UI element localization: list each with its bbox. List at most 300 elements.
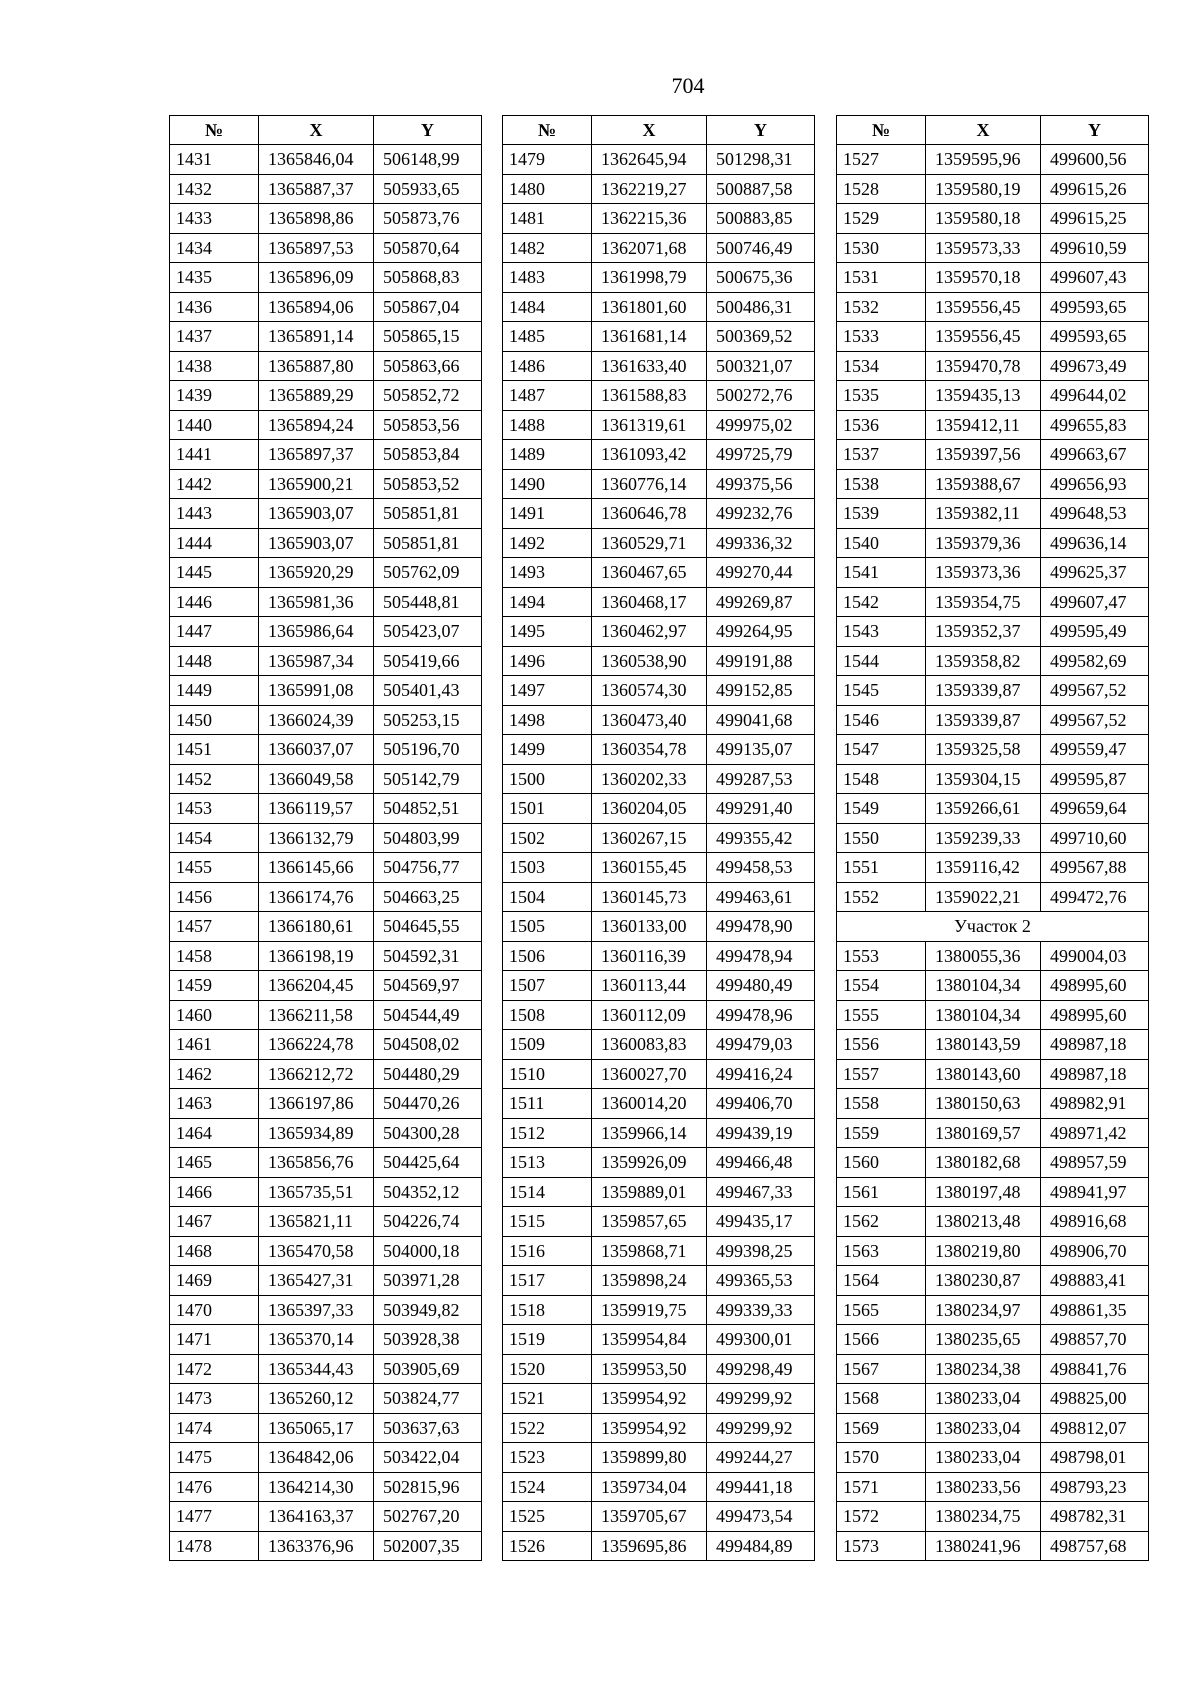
table-row	[837, 1472, 1149, 1502]
point-number-cell: 1521	[503, 1384, 592, 1414]
point-number-cell: 1449	[170, 676, 259, 706]
table-row	[503, 764, 815, 794]
point-number-cell: 1570	[837, 1443, 926, 1473]
table-row	[170, 823, 482, 853]
point-number-cell: 1455	[170, 853, 259, 883]
y-coordinate-cell: 505762,09	[374, 558, 482, 588]
x-coordinate-cell: 1359339,87	[926, 676, 1041, 706]
table-row	[170, 145, 482, 175]
point-number-cell: 1486	[503, 351, 592, 381]
y-coordinate-cell: 499004,03	[1041, 941, 1149, 971]
point-number-cell: 1522	[503, 1413, 592, 1443]
y-coordinate-cell: 503928,38	[374, 1325, 482, 1355]
y-coordinate-cell: 499336,32	[707, 528, 815, 558]
x-coordinate-cell: 1360574,30	[592, 676, 707, 706]
point-number-cell: 1492	[503, 528, 592, 558]
x-coordinate-cell: 1365896,09	[259, 263, 374, 293]
table-row	[170, 1000, 482, 1030]
x-coordinate-cell: 1361588,83	[592, 381, 707, 411]
point-number-cell: 1534	[837, 351, 926, 381]
y-coordinate-cell: 499725,79	[707, 440, 815, 470]
x-coordinate-cell: 1359304,15	[926, 764, 1041, 794]
point-number-cell: 1555	[837, 1000, 926, 1030]
x-coordinate-cell: 1359705,67	[592, 1502, 707, 1532]
point-number-cell: 1573	[837, 1531, 926, 1561]
table-row	[503, 558, 815, 588]
point-number-cell: 1560	[837, 1148, 926, 1178]
y-coordinate-cell: 500272,76	[707, 381, 815, 411]
table-row	[503, 1443, 815, 1473]
table-row	[503, 1413, 815, 1443]
x-coordinate-cell: 1365986,64	[259, 617, 374, 647]
y-coordinate-cell: 499615,25	[1041, 204, 1149, 234]
table-row	[837, 1266, 1149, 1296]
point-number-cell: 1538	[837, 469, 926, 499]
x-coordinate-cell: 1365894,06	[259, 292, 374, 322]
header-x: X	[926, 116, 1041, 145]
x-coordinate-cell: 1362645,94	[592, 145, 707, 175]
y-coordinate-cell: 499466,48	[707, 1148, 815, 1178]
table-row	[170, 1443, 482, 1473]
y-coordinate-cell: 499582,69	[1041, 646, 1149, 676]
table-row	[170, 499, 482, 529]
y-coordinate-cell: 500883,85	[707, 204, 815, 234]
point-number-cell: 1499	[503, 735, 592, 765]
x-coordinate-cell: 1360202,33	[592, 764, 707, 794]
x-coordinate-cell: 1360354,78	[592, 735, 707, 765]
point-number-cell: 1514	[503, 1177, 592, 1207]
y-coordinate-cell: 498793,23	[1041, 1472, 1149, 1502]
point-number-cell: 1444	[170, 528, 259, 558]
x-coordinate-cell: 1365821,11	[259, 1207, 374, 1237]
coordinates-table-3	[836, 115, 1149, 1561]
x-coordinate-cell: 1365894,24	[259, 410, 374, 440]
point-number-cell: 1459	[170, 971, 259, 1001]
header-x: X	[259, 116, 374, 145]
table-row	[503, 528, 815, 558]
y-coordinate-cell: 499365,53	[707, 1266, 815, 1296]
x-coordinate-cell: 1359339,87	[926, 705, 1041, 735]
y-coordinate-cell: 499710,60	[1041, 823, 1149, 853]
y-coordinate-cell: 504852,51	[374, 794, 482, 824]
x-coordinate-cell: 1366024,39	[259, 705, 374, 735]
point-number-cell: 1480	[503, 174, 592, 204]
point-number-cell: 1457	[170, 912, 259, 942]
table-row	[837, 499, 1149, 529]
y-coordinate-cell: 499375,56	[707, 469, 815, 499]
y-coordinate-cell: 499975,02	[707, 410, 815, 440]
point-number-cell: 1469	[170, 1266, 259, 1296]
table-row	[837, 1443, 1149, 1473]
y-coordinate-cell: 499600,56	[1041, 145, 1149, 175]
point-number-cell: 1509	[503, 1030, 592, 1060]
x-coordinate-cell: 1360204,05	[592, 794, 707, 824]
point-number-cell: 1458	[170, 941, 259, 971]
table-row	[170, 971, 482, 1001]
y-coordinate-cell: 499458,53	[707, 853, 815, 883]
y-coordinate-cell: 503949,82	[374, 1295, 482, 1325]
table-row	[170, 1295, 482, 1325]
table-row	[503, 617, 815, 647]
y-coordinate-cell: 500486,31	[707, 292, 815, 322]
table-row	[503, 1000, 815, 1030]
point-number-cell: 1452	[170, 764, 259, 794]
point-number-cell: 1571	[837, 1472, 926, 1502]
point-number-cell: 1553	[837, 941, 926, 971]
table-row	[837, 617, 1149, 647]
y-coordinate-cell: 499659,64	[1041, 794, 1149, 824]
y-coordinate-cell: 498782,31	[1041, 1502, 1149, 1532]
table-row	[170, 1266, 482, 1296]
coordinates-table-1	[169, 115, 482, 1561]
x-coordinate-cell: 1359435,13	[926, 381, 1041, 411]
table-row	[837, 971, 1149, 1001]
table-row	[503, 823, 815, 853]
y-coordinate-cell: 502767,20	[374, 1502, 482, 1532]
table-row	[170, 764, 482, 794]
table-row	[837, 322, 1149, 352]
x-coordinate-cell: 1360083,83	[592, 1030, 707, 1060]
table-header-row	[837, 116, 1149, 145]
point-number-cell: 1502	[503, 823, 592, 853]
point-number-cell: 1548	[837, 764, 926, 794]
y-coordinate-cell: 499152,85	[707, 676, 815, 706]
y-coordinate-cell: 504352,12	[374, 1177, 482, 1207]
x-coordinate-cell: 1380182,68	[926, 1148, 1041, 1178]
table-row	[503, 853, 815, 883]
x-coordinate-cell: 1365889,29	[259, 381, 374, 411]
table-row	[170, 794, 482, 824]
x-coordinate-cell: 1380234,97	[926, 1295, 1041, 1325]
point-number-cell: 1507	[503, 971, 592, 1001]
table-row	[837, 440, 1149, 470]
x-coordinate-cell: 1364842,06	[259, 1443, 374, 1473]
x-coordinate-cell: 1359266,61	[926, 794, 1041, 824]
x-coordinate-cell: 1380235,65	[926, 1325, 1041, 1355]
y-coordinate-cell: 499355,42	[707, 823, 815, 853]
table-row	[170, 1413, 482, 1443]
table-row	[170, 912, 482, 942]
y-coordinate-cell: 498906,70	[1041, 1236, 1149, 1266]
y-coordinate-cell: 505419,66	[374, 646, 482, 676]
table-row	[503, 941, 815, 971]
y-coordinate-cell: 499478,94	[707, 941, 815, 971]
y-coordinate-cell: 499655,83	[1041, 410, 1149, 440]
table-row	[170, 1531, 482, 1561]
point-number-cell: 1562	[837, 1207, 926, 1237]
y-coordinate-cell: 505423,07	[374, 617, 482, 647]
point-number-cell: 1552	[837, 882, 926, 912]
x-coordinate-cell: 1360113,44	[592, 971, 707, 1001]
x-coordinate-cell: 1365900,21	[259, 469, 374, 499]
table-row	[170, 351, 482, 381]
x-coordinate-cell: 1366211,58	[259, 1000, 374, 1030]
x-coordinate-cell: 1360145,73	[592, 882, 707, 912]
x-coordinate-cell: 1359954,92	[592, 1384, 707, 1414]
x-coordinate-cell: 1360133,00	[592, 912, 707, 942]
table-row	[503, 381, 815, 411]
table-row	[170, 1236, 482, 1266]
point-number-cell: 1466	[170, 1177, 259, 1207]
x-coordinate-cell: 1360776,14	[592, 469, 707, 499]
x-coordinate-cell: 1366180,61	[259, 912, 374, 942]
y-coordinate-cell: 498987,18	[1041, 1030, 1149, 1060]
y-coordinate-cell: 505853,52	[374, 469, 482, 499]
point-number-cell: 1476	[170, 1472, 259, 1502]
point-number-cell: 1489	[503, 440, 592, 470]
table-row	[837, 764, 1149, 794]
table-row	[170, 1502, 482, 1532]
y-coordinate-cell: 503824,77	[374, 1384, 482, 1414]
point-number-cell: 1460	[170, 1000, 259, 1030]
x-coordinate-cell: 1366174,76	[259, 882, 374, 912]
y-coordinate-cell: 504470,26	[374, 1089, 482, 1119]
table-row	[503, 1118, 815, 1148]
x-coordinate-cell: 1362219,27	[592, 174, 707, 204]
point-number-cell: 1442	[170, 469, 259, 499]
y-coordinate-cell: 498861,35	[1041, 1295, 1149, 1325]
point-number-cell: 1549	[837, 794, 926, 824]
y-coordinate-cell: 499473,54	[707, 1502, 815, 1532]
point-number-cell: 1557	[837, 1059, 926, 1089]
x-coordinate-cell: 1359397,56	[926, 440, 1041, 470]
point-number-cell: 1490	[503, 469, 592, 499]
table-row	[170, 292, 482, 322]
point-number-cell: 1551	[837, 853, 926, 883]
y-coordinate-cell: 499467,33	[707, 1177, 815, 1207]
y-coordinate-cell: 499595,49	[1041, 617, 1149, 647]
table-row	[837, 233, 1149, 263]
point-number-cell: 1539	[837, 499, 926, 529]
point-number-cell: 1467	[170, 1207, 259, 1237]
x-coordinate-cell: 1365991,08	[259, 676, 374, 706]
x-coordinate-cell: 1366119,57	[259, 794, 374, 824]
table-row	[170, 322, 482, 352]
x-coordinate-cell: 1380233,04	[926, 1443, 1041, 1473]
table-row	[170, 528, 482, 558]
x-coordinate-cell: 1380169,57	[926, 1118, 1041, 1148]
point-number-cell: 1443	[170, 499, 259, 529]
x-coordinate-cell: 1365987,34	[259, 646, 374, 676]
x-coordinate-cell: 1359595,96	[926, 145, 1041, 175]
y-coordinate-cell: 504645,55	[374, 912, 482, 942]
y-coordinate-cell: 499441,18	[707, 1472, 815, 1502]
x-coordinate-cell: 1360646,78	[592, 499, 707, 529]
table-row	[170, 735, 482, 765]
point-number-cell: 1542	[837, 587, 926, 617]
table-row	[503, 705, 815, 735]
point-number-cell: 1513	[503, 1148, 592, 1178]
y-coordinate-cell: 499416,24	[707, 1059, 815, 1089]
point-number-cell: 1479	[503, 145, 592, 175]
y-coordinate-cell: 504544,49	[374, 1000, 482, 1030]
point-number-cell: 1519	[503, 1325, 592, 1355]
table-row	[503, 1148, 815, 1178]
y-coordinate-cell: 503971,28	[374, 1266, 482, 1296]
x-coordinate-cell: 1366212,72	[259, 1059, 374, 1089]
x-coordinate-cell: 1361319,61	[592, 410, 707, 440]
table-row	[503, 1531, 815, 1561]
table-row	[837, 676, 1149, 706]
y-coordinate-cell: 499480,49	[707, 971, 815, 1001]
x-coordinate-cell: 1361633,40	[592, 351, 707, 381]
x-coordinate-cell: 1360467,65	[592, 558, 707, 588]
y-coordinate-cell: 499595,87	[1041, 764, 1149, 794]
point-number-cell: 1432	[170, 174, 259, 204]
page-number: 704	[671, 73, 705, 98]
table-row	[503, 912, 815, 942]
point-number-cell: 1495	[503, 617, 592, 647]
x-coordinate-cell: 1359898,24	[592, 1266, 707, 1296]
section-title: Участок 2	[837, 912, 1149, 942]
table-row	[503, 1030, 815, 1060]
point-number-cell: 1474	[170, 1413, 259, 1443]
table-row	[837, 1089, 1149, 1119]
y-coordinate-cell: 499244,27	[707, 1443, 815, 1473]
y-coordinate-cell: 504508,02	[374, 1030, 482, 1060]
table-row	[837, 1295, 1149, 1325]
table-row	[503, 145, 815, 175]
table-row	[837, 587, 1149, 617]
x-coordinate-cell: 1360529,71	[592, 528, 707, 558]
x-coordinate-cell: 1380233,04	[926, 1413, 1041, 1443]
y-coordinate-cell: 505865,15	[374, 322, 482, 352]
x-coordinate-cell: 1365260,12	[259, 1384, 374, 1414]
table-row	[837, 794, 1149, 824]
point-number-cell: 1528	[837, 174, 926, 204]
y-coordinate-cell: 499593,65	[1041, 292, 1149, 322]
x-coordinate-cell: 1365897,53	[259, 233, 374, 263]
x-coordinate-cell: 1380233,56	[926, 1472, 1041, 1502]
y-coordinate-cell: 506148,99	[374, 145, 482, 175]
y-coordinate-cell: 503905,69	[374, 1354, 482, 1384]
point-number-cell: 1563	[837, 1236, 926, 1266]
point-number-cell: 1483	[503, 263, 592, 293]
point-number-cell: 1463	[170, 1089, 259, 1119]
point-number-cell: 1462	[170, 1059, 259, 1089]
table-row	[837, 735, 1149, 765]
x-coordinate-cell: 1359580,19	[926, 174, 1041, 204]
table-row	[170, 1089, 482, 1119]
table-row	[837, 410, 1149, 440]
x-coordinate-cell: 1380104,34	[926, 1000, 1041, 1030]
table-row	[837, 145, 1149, 175]
y-coordinate-cell: 505253,15	[374, 705, 482, 735]
point-number-cell: 1533	[837, 322, 926, 352]
y-coordinate-cell: 499406,70	[707, 1089, 815, 1119]
y-coordinate-cell: 499607,43	[1041, 263, 1149, 293]
y-coordinate-cell: 499656,93	[1041, 469, 1149, 499]
table-row	[837, 1000, 1149, 1030]
table-row	[170, 617, 482, 647]
x-coordinate-cell: 1359734,04	[592, 1472, 707, 1502]
point-number-cell: 1544	[837, 646, 926, 676]
point-number-cell: 1541	[837, 558, 926, 588]
y-coordinate-cell: 498987,18	[1041, 1059, 1149, 1089]
section-row	[837, 912, 1149, 942]
point-number-cell: 1568	[837, 1384, 926, 1414]
table-row	[837, 174, 1149, 204]
x-coordinate-cell: 1380104,34	[926, 971, 1041, 1001]
x-coordinate-cell: 1360462,97	[592, 617, 707, 647]
point-number-cell: 1473	[170, 1384, 259, 1414]
x-coordinate-cell: 1365470,58	[259, 1236, 374, 1266]
table-row	[837, 1118, 1149, 1148]
point-number-cell: 1477	[170, 1502, 259, 1532]
table-row	[170, 1472, 482, 1502]
coordinates-table-2	[502, 115, 815, 1561]
x-coordinate-cell: 1365065,17	[259, 1413, 374, 1443]
table-row	[170, 381, 482, 411]
point-number-cell: 1561	[837, 1177, 926, 1207]
x-coordinate-cell: 1365903,07	[259, 499, 374, 529]
point-number-cell: 1516	[503, 1236, 592, 1266]
point-number-cell: 1448	[170, 646, 259, 676]
table-row	[837, 1325, 1149, 1355]
x-coordinate-cell: 1380143,59	[926, 1030, 1041, 1060]
table-row	[503, 1295, 815, 1325]
y-coordinate-cell: 498825,00	[1041, 1384, 1149, 1414]
table-row	[837, 1354, 1149, 1384]
table-row	[837, 1148, 1149, 1178]
y-coordinate-cell: 500321,07	[707, 351, 815, 381]
y-coordinate-cell: 505853,84	[374, 440, 482, 470]
header-x: X	[592, 116, 707, 145]
x-coordinate-cell: 1363376,96	[259, 1531, 374, 1561]
x-coordinate-cell: 1365735,51	[259, 1177, 374, 1207]
header-y: Y	[374, 116, 482, 145]
point-number-cell: 1512	[503, 1118, 592, 1148]
x-coordinate-cell: 1359954,84	[592, 1325, 707, 1355]
point-number-cell: 1556	[837, 1030, 926, 1060]
x-coordinate-cell: 1380150,63	[926, 1089, 1041, 1119]
x-coordinate-cell: 1359022,21	[926, 882, 1041, 912]
x-coordinate-cell: 1380143,60	[926, 1059, 1041, 1089]
y-coordinate-cell: 504803,99	[374, 823, 482, 853]
point-number-cell: 1450	[170, 705, 259, 735]
table-row	[170, 204, 482, 234]
y-coordinate-cell: 505933,65	[374, 174, 482, 204]
x-coordinate-cell: 1364214,30	[259, 1472, 374, 1502]
point-number-cell: 1535	[837, 381, 926, 411]
x-coordinate-cell: 1359325,58	[926, 735, 1041, 765]
x-coordinate-cell: 1359857,65	[592, 1207, 707, 1237]
table-row	[503, 882, 815, 912]
x-coordinate-cell: 1366198,19	[259, 941, 374, 971]
x-coordinate-cell: 1380219,80	[926, 1236, 1041, 1266]
y-coordinate-cell: 504592,31	[374, 941, 482, 971]
point-number-cell: 1569	[837, 1413, 926, 1443]
table-row	[837, 1177, 1149, 1207]
y-coordinate-cell: 498841,76	[1041, 1354, 1149, 1384]
y-coordinate-cell: 499298,49	[707, 1354, 815, 1384]
point-number-cell: 1451	[170, 735, 259, 765]
point-number-cell: 1475	[170, 1443, 259, 1473]
x-coordinate-cell: 1366037,07	[259, 735, 374, 765]
point-number-cell: 1433	[170, 204, 259, 234]
table-row	[503, 351, 815, 381]
y-coordinate-cell: 505867,04	[374, 292, 482, 322]
table-row	[503, 233, 815, 263]
x-coordinate-cell: 1380213,48	[926, 1207, 1041, 1237]
table-row	[503, 587, 815, 617]
y-coordinate-cell: 499610,59	[1041, 233, 1149, 263]
table-row	[503, 1089, 815, 1119]
table-row	[837, 941, 1149, 971]
y-coordinate-cell: 505852,72	[374, 381, 482, 411]
x-coordinate-cell: 1360473,40	[592, 705, 707, 735]
y-coordinate-cell: 505401,43	[374, 676, 482, 706]
